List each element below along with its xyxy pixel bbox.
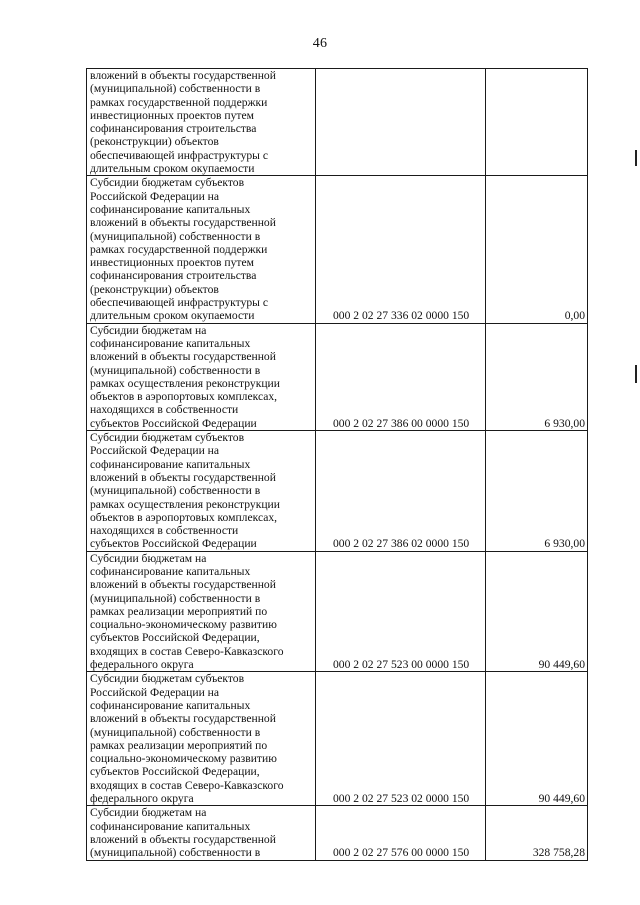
row-name-line: (муниципальной) собственности в <box>90 363 261 377</box>
row-name-line: находящихся в собственности <box>90 403 239 417</box>
row-name-line: объектов в аэропортовых комплексах, <box>90 510 278 524</box>
row-name-line: субъектов Российской Федерации, <box>90 765 260 779</box>
row-name-line: Субсидии бюджетам субъектов <box>90 672 245 686</box>
row-name-line: вложений в объекты государственной <box>90 69 276 82</box>
row-name-line: софинансирование капитальных <box>90 336 251 350</box>
table-row <box>87 69 588 176</box>
row-code-cell <box>316 69 486 176</box>
row-name-line: (муниципальной) собственности в <box>90 229 261 243</box>
row-name-line: (муниципальной) собственности в <box>90 484 261 498</box>
row-name-line: софинансирование капитальных <box>90 202 251 216</box>
row-code-cell: 000 2 02 27 523 00 0000 150 <box>316 551 486 672</box>
row-name-line: федерального округа <box>90 658 194 672</box>
row-name-cell <box>87 69 316 176</box>
row-name-line: (реконструкции) объектов <box>90 135 219 149</box>
row-code-cell: 000 2 02 27 386 00 0000 150 <box>316 323 486 430</box>
row-name-line: (муниципальной) собственности в <box>90 591 261 605</box>
row-name-line: Субсидии бюджетам субъектов <box>90 431 245 445</box>
row-name-line: вложений в объекты государственной <box>90 216 276 230</box>
row-name-line: софинансирования строительства <box>90 122 257 136</box>
table-body <box>87 69 588 861</box>
row-name-line: находящихся в собственности <box>90 524 239 538</box>
row-name-line: социально-экономическому развитию <box>90 618 277 632</box>
row-name-line: рамках осуществления реконструкции <box>90 376 280 390</box>
row-amount-cell: 90 449,60 <box>485 551 587 672</box>
row-name-line: обеспечивающей инфраструктуры с <box>90 296 269 310</box>
row-name-line: софинансирование капитальных <box>90 819 251 833</box>
row-code-cell: 000 2 02 27 523 02 0000 150 <box>316 672 486 806</box>
row-name-cell <box>87 323 316 430</box>
table-row <box>87 176 588 323</box>
row-name-line: софинансирования строительства <box>90 269 257 283</box>
row-name-line: вложений в объекты государственной <box>90 350 276 364</box>
row-name-line: вложений в объекты государственной <box>90 832 276 846</box>
row-name-line: обеспечивающей инфраструктуры с <box>90 148 269 162</box>
row-name-line: Российской Федерации на <box>90 189 220 203</box>
row-name-line: социально-экономическому развитию <box>90 752 277 766</box>
row-name-line: Субсидии бюджетам субъектов <box>90 176 245 190</box>
row-name-line: рамках осуществления реконструкции <box>90 497 280 511</box>
row-name-line: рамках реализации мероприятий по <box>90 738 268 752</box>
row-name-cell <box>87 551 316 672</box>
row-name-line: софинансирование капитальных <box>90 698 251 712</box>
row-name-cell <box>87 806 316 860</box>
table-row <box>87 672 588 806</box>
row-name-line: длительным сроком окупаемости <box>90 309 255 323</box>
row-name-line: вложений в объекты государственной <box>90 470 276 484</box>
row-name-line: входящих в состав Северо-Кавказского <box>90 644 284 658</box>
row-amount-cell: 6 930,00 <box>485 323 587 430</box>
table-row <box>87 323 588 430</box>
row-name-line: федерального округа <box>90 792 194 806</box>
row-name-cell <box>87 431 316 552</box>
row-amount-cell <box>485 69 587 176</box>
row-name-line: длительным сроком окупаемости <box>90 162 255 176</box>
scan-edge-mark <box>635 150 637 166</box>
row-name-line: Российской Федерации на <box>90 685 220 699</box>
budget-revenue-table <box>86 68 588 861</box>
row-name-line: субъектов Российской Федерации, <box>90 631 260 645</box>
row-amount-cell: 328 758,28 <box>485 806 587 860</box>
table-row <box>87 806 588 860</box>
row-name-line: (муниципальной) собственности в <box>90 725 261 739</box>
row-name-line: софинансирование капитальных <box>90 564 251 578</box>
row-name-line: субъектов Российской Федерации <box>90 416 257 430</box>
row-name-line: рамках реализации мероприятий по <box>90 604 268 618</box>
row-amount-cell: 90 449,60 <box>485 672 587 806</box>
row-name-line: инвестиционных проектов путем <box>90 256 254 270</box>
row-amount-cell: 6 930,00 <box>485 431 587 552</box>
row-name-cell <box>87 176 316 323</box>
table-row <box>87 431 588 552</box>
row-name-line: инвестиционных проектов путем <box>90 108 254 122</box>
row-name-line: Российской Федерации на <box>90 444 220 458</box>
row-name-line: рамках государственной поддержки <box>90 95 268 109</box>
row-name-cell <box>87 672 316 806</box>
row-name-line: вложений в объекты государственной <box>90 578 276 592</box>
row-name-line: субъектов Российской Федерации <box>90 537 257 551</box>
row-code-cell: 000 2 02 27 336 02 0000 150 <box>316 176 486 323</box>
row-name-line: рамках государственной поддержки <box>90 242 268 256</box>
row-name-line: софинансирование капитальных <box>90 457 251 471</box>
scan-edge-mark <box>635 365 637 383</box>
row-name-line: (муниципальной) собственности в <box>90 82 261 96</box>
page-number: 46 <box>312 36 328 51</box>
row-code-cell: 000 2 02 27 386 02 0000 150 <box>316 431 486 552</box>
row-name-line: (муниципальной) собственности в <box>90 846 261 860</box>
row-name-line: вложений в объекты государственной <box>90 712 276 726</box>
table-row <box>87 551 588 672</box>
row-name-line: объектов в аэропортовых комплексах, <box>90 390 278 404</box>
row-name-line: Субсидии бюджетам на <box>90 806 207 820</box>
row-name-line: Субсидии бюджетам на <box>90 551 207 565</box>
row-name-line: входящих в состав Северо-Кавказского <box>90 778 284 792</box>
row-code-cell: 000 2 02 27 576 00 0000 150 <box>316 806 486 860</box>
row-amount-cell: 0,00 <box>485 176 587 323</box>
row-name-line: Субсидии бюджетам на <box>90 323 207 337</box>
row-name-line: (реконструкции) объектов <box>90 282 219 296</box>
